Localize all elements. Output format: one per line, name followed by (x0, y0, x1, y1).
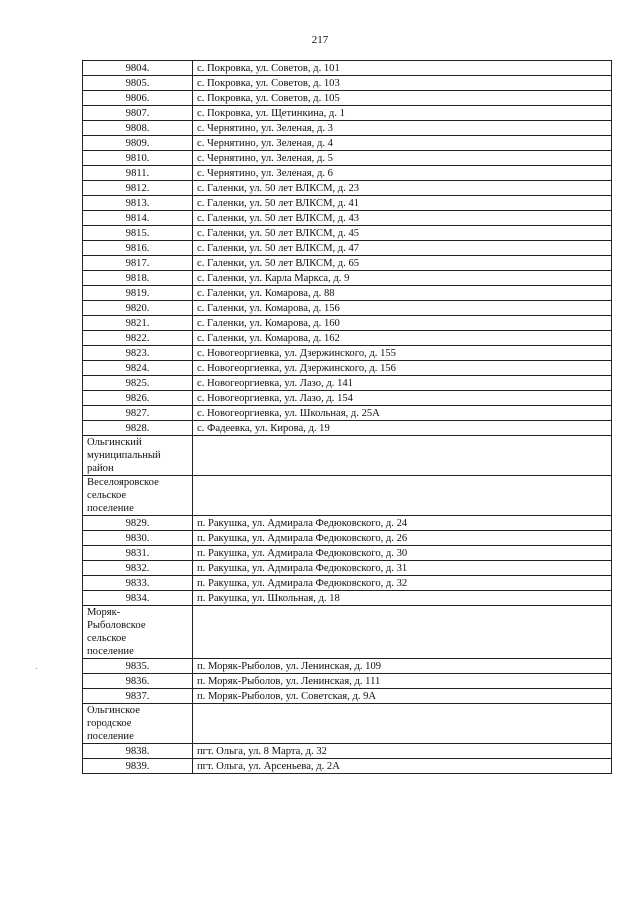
table-row (83, 241, 612, 256)
entry-address: с. Галенки, ул. Комарова, д. 88 (193, 286, 612, 301)
table-row (83, 331, 612, 346)
entry-number: 9839. (83, 759, 193, 774)
entry-number: 9811. (83, 166, 193, 181)
entry-address: с. Галенки, ул. Комарова, д. 162 (193, 331, 612, 346)
entry-number: 9824. (83, 361, 193, 376)
table-row (83, 516, 612, 531)
entry-number: 9818. (83, 271, 193, 286)
entry-number: 9814. (83, 211, 193, 226)
entry-address: с. Галенки, ул. 50 лет ВЛКСМ, д. 43 (193, 211, 612, 226)
entry-address: с. Чернятино, ул. Зеленая, д. 6 (193, 166, 612, 181)
entry-number: 9822. (83, 331, 193, 346)
entry-address: п. Ракушка, ул. Школьная, д. 18 (193, 591, 612, 606)
entry-number: 9819. (83, 286, 193, 301)
entry-address: с. Покровка, ул. Советов, д. 103 (193, 76, 612, 91)
entry-number: 9836. (83, 674, 193, 689)
entry-address: с. Покровка, ул. Советов, д. 105 (193, 91, 612, 106)
entry-address: с. Галенки, ул. 50 лет ВЛКСМ, д. 23 (193, 181, 612, 196)
entry-number: 9832. (83, 561, 193, 576)
table-row (83, 256, 612, 271)
table-row (83, 361, 612, 376)
entry-address: с. Галенки, ул. Комарова, д. 156 (193, 301, 612, 316)
entry-address: с. Новогеоргиевка, ул. Дзержинского, д. 156 (193, 361, 612, 376)
entry-address: с. Покровка, ул. Щетинкина, д. 1 (193, 106, 612, 121)
table-row (83, 561, 612, 576)
table-row (83, 136, 612, 151)
entry-number: 9812. (83, 181, 193, 196)
entry-number: 9813. (83, 196, 193, 211)
entry-address: с. Новогеоргиевка, ул. Лазо, д. 141 (193, 376, 612, 391)
section-empty-cell (193, 606, 612, 659)
entry-address: с. Чернятино, ул. Зеленая, д. 3 (193, 121, 612, 136)
section-heading (83, 704, 193, 744)
entry-number: 9806. (83, 91, 193, 106)
section-heading-line: муниципальный (87, 450, 161, 461)
entry-number: 9835. (83, 659, 193, 674)
address-table-body (83, 61, 612, 774)
entry-address: с. Новогеоргиевка, ул. Школьная, д. 25А (193, 406, 612, 421)
section-heading-line: поселение (87, 646, 134, 657)
section-heading-line: поселение (87, 503, 134, 514)
entry-number: 9828. (83, 421, 193, 436)
table-row (83, 271, 612, 286)
entry-number: 9826. (83, 391, 193, 406)
table-row (83, 689, 612, 704)
section-heading-line: Ольгинский (87, 437, 142, 448)
entry-address: п. Моряк-Рыболов, ул. Ленинская, д. 109 (193, 659, 612, 674)
entry-number: 9834. (83, 591, 193, 606)
table-row (83, 576, 612, 591)
section-heading-line: Рыболовское (87, 620, 146, 631)
table-row (83, 226, 612, 241)
section-heading-line: городское (87, 718, 132, 729)
section-heading-line: район (87, 463, 114, 474)
section-empty-cell (193, 476, 612, 516)
table-row (83, 346, 612, 361)
section-row (83, 704, 612, 744)
entry-address: пгт. Ольга, ул. 8 Марта, д. 32 (193, 744, 612, 759)
entry-number: 9823. (83, 346, 193, 361)
table-row (83, 196, 612, 211)
entry-address: с. Новогеоргиевка, ул. Дзержинского, д. 155 (193, 346, 612, 361)
table-row (83, 744, 612, 759)
entry-number: 9837. (83, 689, 193, 704)
table-row (83, 151, 612, 166)
entry-address: с. Галенки, ул. Карла Маркса, д. 9 (193, 271, 612, 286)
entry-address: с. Галенки, ул. 50 лет ВЛКСМ, д. 41 (193, 196, 612, 211)
entry-address: с. Галенки, ул. 50 лет ВЛКСМ, д. 45 (193, 226, 612, 241)
entry-number: 9825. (83, 376, 193, 391)
entry-address: п. Ракушка, ул. Адмирала Федюковского, д. 24 (193, 516, 612, 531)
entry-address: с. Покровка, ул. Советов, д. 101 (193, 61, 612, 76)
section-row (83, 436, 612, 476)
entry-number: 9807. (83, 106, 193, 121)
table-row (83, 316, 612, 331)
table-row (83, 211, 612, 226)
section-empty-cell (193, 436, 612, 476)
entry-address: с. Галенки, ул. Комарова, д. 160 (193, 316, 612, 331)
entry-address: с. Фадеевка, ул. Кирова, д. 19 (193, 421, 612, 436)
table-row (83, 659, 612, 674)
table-row (83, 61, 612, 76)
section-heading (83, 476, 193, 516)
section-heading-line: поселение (87, 731, 134, 742)
section-heading (83, 606, 193, 659)
section-heading-line: Моряк- (87, 607, 121, 618)
section-heading (83, 436, 193, 476)
entry-number: 9827. (83, 406, 193, 421)
entry-address: пгт. Ольга, ул. Арсеньева, д. 2А (193, 759, 612, 774)
entry-address: п. Моряк-Рыболов, ул. Советская, д. 9А (193, 689, 612, 704)
page-number: 217 (311, 34, 329, 46)
entry-number: 9805. (83, 76, 193, 91)
entry-number: 9810. (83, 151, 193, 166)
entry-number: 9815. (83, 226, 193, 241)
table-row (83, 674, 612, 689)
entry-address: п. Ракушка, ул. Адмирала Федюковского, д. 32 (193, 576, 612, 591)
table-row (83, 391, 612, 406)
entry-address: п. Ракушка, ул. Адмирала Федюковского, д. 31 (193, 561, 612, 576)
address-table (82, 60, 612, 774)
table-row (83, 181, 612, 196)
table-row (83, 121, 612, 136)
entry-number: 9820. (83, 301, 193, 316)
table-row (83, 301, 612, 316)
scan-speck (36, 668, 37, 669)
table-row (83, 531, 612, 546)
section-heading-line: Веселояровское (87, 477, 159, 488)
table-row (83, 546, 612, 561)
entry-number: 9809. (83, 136, 193, 151)
entry-number: 9817. (83, 256, 193, 271)
section-heading-line: сельское (87, 633, 127, 644)
section-heading-line: Ольгинское (87, 705, 140, 716)
table-row (83, 421, 612, 436)
entry-address: с. Галенки, ул. 50 лет ВЛКСМ, д. 47 (193, 241, 612, 256)
entry-number: 9804. (83, 61, 193, 76)
section-heading-line: сельское (87, 490, 127, 501)
section-row (83, 476, 612, 516)
entry-address: с. Чернятино, ул. Зеленая, д. 5 (193, 151, 612, 166)
table-row (83, 166, 612, 181)
table-row (83, 591, 612, 606)
entry-address: с. Чернятино, ул. Зеленая, д. 4 (193, 136, 612, 151)
entry-number: 9821. (83, 316, 193, 331)
entry-number: 9831. (83, 546, 193, 561)
table-row (83, 76, 612, 91)
entry-address: с. Галенки, ул. 50 лет ВЛКСМ, д. 65 (193, 256, 612, 271)
entry-number: 9829. (83, 516, 193, 531)
table-row (83, 759, 612, 774)
entry-number: 9830. (83, 531, 193, 546)
table-row (83, 406, 612, 421)
entry-address: с. Новогеоргиевка, ул. Лазо, д. 154 (193, 391, 612, 406)
table-row (83, 286, 612, 301)
entry-number: 9808. (83, 121, 193, 136)
entry-number: 9833. (83, 576, 193, 591)
section-empty-cell (193, 704, 612, 744)
entry-address: п. Моряк-Рыболов, ул. Ленинская, д. 111 (193, 674, 612, 689)
section-row (83, 606, 612, 659)
table-row (83, 106, 612, 121)
entry-number: 9838. (83, 744, 193, 759)
table-row (83, 376, 612, 391)
table-row (83, 91, 612, 106)
entry-address: п. Ракушка, ул. Адмирала Федюковского, д. 30 (193, 546, 612, 561)
entry-address: п. Ракушка, ул. Адмирала Федюковского, д. 26 (193, 531, 612, 546)
entry-number: 9816. (83, 241, 193, 256)
